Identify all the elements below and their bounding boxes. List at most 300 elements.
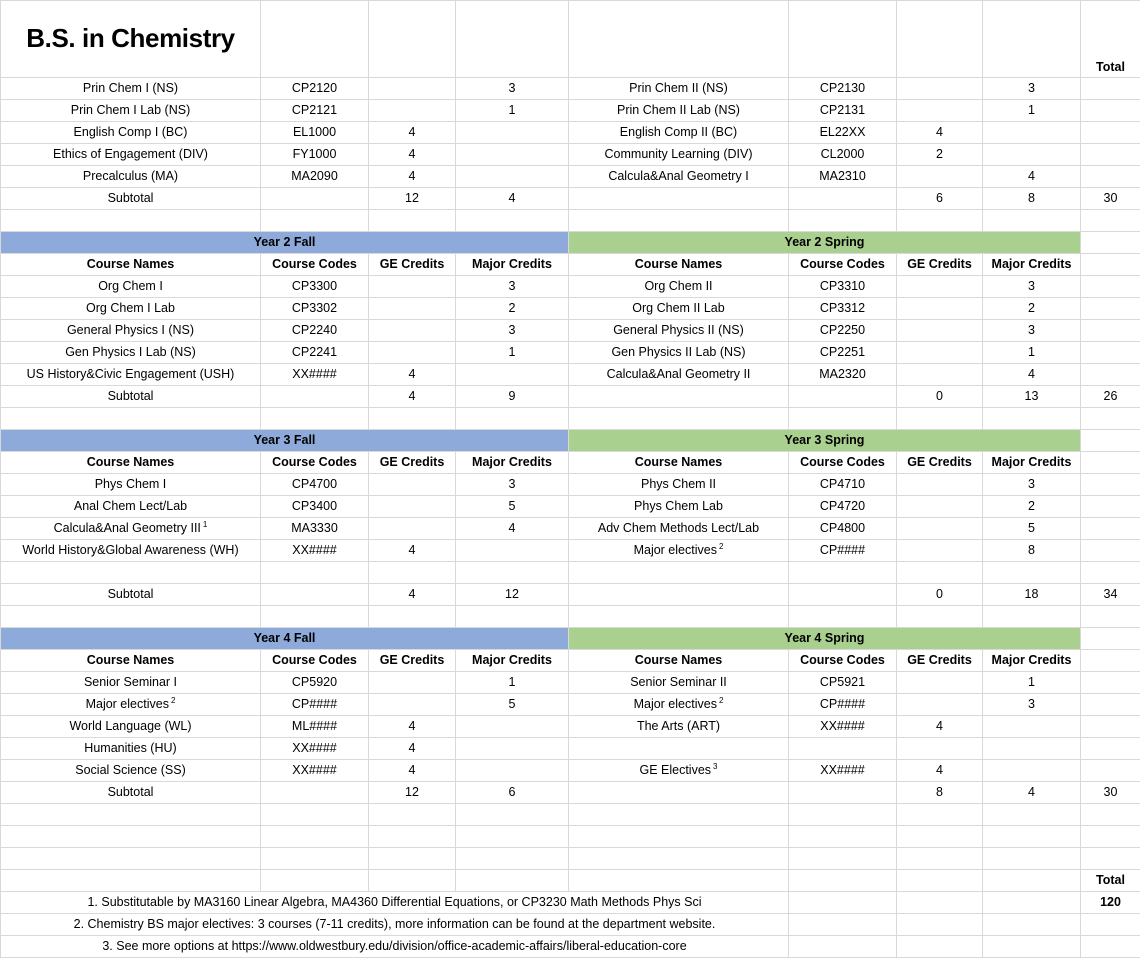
course-code: CP4700 xyxy=(261,474,369,496)
header-course-names-year4fall: Course Names xyxy=(1,650,261,672)
ge-credits: 4 xyxy=(369,364,456,386)
subtotal-major-credits: 4 xyxy=(983,782,1081,804)
empty-cell xyxy=(789,892,897,914)
empty-cell xyxy=(983,606,1081,628)
empty-cell xyxy=(1081,122,1140,144)
course-row xyxy=(1,364,1140,386)
subtotal-code-cell xyxy=(261,584,369,606)
course-name: Org Chem I Lab xyxy=(1,298,261,320)
empty-cell xyxy=(261,870,369,892)
course-name: Calcula&Anal Geometry III $^1$ xyxy=(1,518,261,540)
major-credits xyxy=(983,562,1081,584)
course-name: Prin Chem I (NS) xyxy=(1,78,261,100)
course-name: Gen Physics I Lab (NS) xyxy=(1,342,261,364)
major-credits: 3 xyxy=(983,320,1081,342)
spacer-row xyxy=(1,804,1140,826)
ge-credits xyxy=(369,78,456,100)
major-credits: 1 xyxy=(456,100,569,122)
major-credits xyxy=(983,122,1081,144)
major-credits xyxy=(456,144,569,166)
subtotal-ge-credits: 4 xyxy=(369,386,456,408)
course-name: Humanities (HU) xyxy=(1,738,261,760)
subtotal-ge-credits: 8 xyxy=(897,782,983,804)
empty-cell xyxy=(1081,452,1140,474)
empty-cell xyxy=(1081,166,1140,188)
empty-cell xyxy=(1081,144,1140,166)
term-name-year2fall: Year 2 Fall xyxy=(1,232,569,254)
empty-cell xyxy=(1081,914,1140,936)
header-major-credits-year2fall: Major Credits xyxy=(456,254,569,276)
empty-cell xyxy=(569,826,789,848)
subtotal-major-credits: 12 xyxy=(456,584,569,606)
header-course-codes-year4fall: Course Codes xyxy=(261,650,369,672)
empty-cell xyxy=(369,606,456,628)
major-credits: 3 xyxy=(983,78,1081,100)
subtotal-ge-credits: 4 xyxy=(369,584,456,606)
subtotal-major-credits: 6 xyxy=(456,782,569,804)
course-name: English Comp II (BC) xyxy=(569,122,789,144)
subtotal-ge-credits: 0 xyxy=(897,386,983,408)
ge-credits: 4 xyxy=(897,716,983,738)
header-course-codes-year2spring: Course Codes xyxy=(789,254,897,276)
ge-credits xyxy=(897,364,983,386)
empty-cell xyxy=(789,210,897,232)
ge-credits: 4 xyxy=(369,122,456,144)
course-code xyxy=(789,562,897,584)
year-total: 26 xyxy=(1081,386,1140,408)
major-credits: 1 xyxy=(983,100,1081,122)
ge-credits xyxy=(897,276,983,298)
course-code xyxy=(789,738,897,760)
spacer-row xyxy=(1,210,1140,232)
footnote-marker: 2 xyxy=(719,696,723,705)
empty-cell xyxy=(983,892,1081,914)
empty-cell xyxy=(897,210,983,232)
major-credits xyxy=(456,760,569,782)
ge-credits xyxy=(897,672,983,694)
empty-cell xyxy=(1081,716,1140,738)
course-name: World History&Global Awareness (WH) xyxy=(1,540,261,562)
course-name: Senior Seminar I xyxy=(1,672,261,694)
major-credits: 2 xyxy=(983,496,1081,518)
header-major-credits-year3spring: Major Credits xyxy=(983,452,1081,474)
subtotal-code-cell xyxy=(789,782,897,804)
term-header-row xyxy=(1,232,1140,254)
empty-cell xyxy=(1081,518,1140,540)
course-name xyxy=(569,562,789,584)
course-code: CP3302 xyxy=(261,298,369,320)
course-name: Ethics of Engagement (DIV) xyxy=(1,144,261,166)
empty-cell xyxy=(897,936,983,958)
header-major-credits-year4fall: Major Credits xyxy=(456,650,569,672)
empty-cell xyxy=(983,914,1081,936)
empty-cell xyxy=(897,914,983,936)
course-row xyxy=(1,760,1140,782)
empty-cell xyxy=(789,848,897,870)
ge-credits xyxy=(369,100,456,122)
course-name: Prin Chem II (NS) xyxy=(569,78,789,100)
empty-cell xyxy=(1081,672,1140,694)
header-course-codes-year2fall: Course Codes xyxy=(261,254,369,276)
major-credits: 4 xyxy=(983,166,1081,188)
course-name: Phys Chem Lab xyxy=(569,496,789,518)
empty-cell xyxy=(456,210,569,232)
subtotal-label: Subtotal xyxy=(1,584,261,606)
empty-cell xyxy=(983,826,1081,848)
empty-cell xyxy=(456,826,569,848)
term-name-year4spring: Year 4 Spring xyxy=(569,628,1081,650)
ge-credits xyxy=(897,342,983,364)
major-credits xyxy=(456,738,569,760)
major-credits: 3 xyxy=(983,474,1081,496)
spacer-row xyxy=(1,826,1140,848)
header-ge-credits-year3spring: GE Credits xyxy=(897,452,983,474)
empty-cell xyxy=(456,606,569,628)
course-row xyxy=(1,738,1140,760)
empty-cell xyxy=(261,804,369,826)
course-code: CP5921 xyxy=(789,672,897,694)
empty-cell xyxy=(789,408,897,430)
empty-cell xyxy=(1081,474,1140,496)
major-credits: 3 xyxy=(983,694,1081,716)
course-code: CL2000 xyxy=(789,144,897,166)
empty-cell xyxy=(983,848,1081,870)
empty-cell xyxy=(897,892,983,914)
course-code: EL1000 xyxy=(261,122,369,144)
course-code: XX#### xyxy=(261,760,369,782)
column-header-row xyxy=(1,254,1140,276)
ge-credits xyxy=(369,518,456,540)
course-code: XX#### xyxy=(261,364,369,386)
major-credits: 3 xyxy=(456,78,569,100)
empty-cell xyxy=(261,1,369,78)
footnote-row xyxy=(1,892,1140,914)
course-code: CP3310 xyxy=(789,276,897,298)
ge-credits: 2 xyxy=(897,144,983,166)
empty-cell xyxy=(456,408,569,430)
empty-cell xyxy=(1,408,261,430)
course-name: Prin Chem II Lab (NS) xyxy=(569,100,789,122)
empty-cell xyxy=(369,804,456,826)
major-credits xyxy=(983,738,1081,760)
course-code: CP2241 xyxy=(261,342,369,364)
footnote-marker: 3 xyxy=(713,762,717,771)
course-name: Prin Chem I Lab (NS) xyxy=(1,100,261,122)
course-name: Major electives $^2$ xyxy=(1,694,261,716)
footnote-marker: 2 xyxy=(171,696,175,705)
empty-cell xyxy=(1081,496,1140,518)
major-credits xyxy=(456,716,569,738)
course-code: FY1000 xyxy=(261,144,369,166)
empty-cell xyxy=(369,210,456,232)
major-credits xyxy=(456,540,569,562)
empty-cell xyxy=(569,848,789,870)
subtotal-major-credits: 8 xyxy=(983,188,1081,210)
empty-cell xyxy=(1081,100,1140,122)
footnote-text: 3. See more options at https://www.oldwestbury.edu/division/office-academic-affairs/liberal-education-core xyxy=(1,936,789,958)
course-name: US History&Civic Engagement (USH) xyxy=(1,364,261,386)
subtotal-code-cell xyxy=(261,188,369,210)
empty-cell xyxy=(1,848,261,870)
empty-cell xyxy=(1081,562,1140,584)
page-title: B.S. in Chemistry xyxy=(1,1,261,78)
major-credits xyxy=(456,166,569,188)
empty-cell xyxy=(983,870,1081,892)
course-code: CP3312 xyxy=(789,298,897,320)
subtotal-label xyxy=(569,188,789,210)
column-header-row xyxy=(1,650,1140,672)
spacer-row xyxy=(1,848,1140,870)
empty-cell xyxy=(369,826,456,848)
ge-credits xyxy=(897,474,983,496)
year-total: 34 xyxy=(1081,584,1140,606)
empty-cell xyxy=(897,606,983,628)
ge-credits xyxy=(897,540,983,562)
header-ge-credits-year2fall: GE Credits xyxy=(369,254,456,276)
major-credits: 2 xyxy=(983,298,1081,320)
course-code: CP2250 xyxy=(789,320,897,342)
subtotal-code-cell xyxy=(261,782,369,804)
course-code: CP3400 xyxy=(261,496,369,518)
empty-cell xyxy=(789,914,897,936)
course-row xyxy=(1,474,1140,496)
major-credits: 5 xyxy=(456,496,569,518)
course-code: XX#### xyxy=(261,540,369,562)
empty-cell xyxy=(1081,232,1140,254)
course-name: Adv Chem Methods Lect/Lab xyxy=(569,518,789,540)
major-credits xyxy=(456,122,569,144)
ge-credits xyxy=(897,518,983,540)
ge-credits xyxy=(897,694,983,716)
ge-credits: 4 xyxy=(369,166,456,188)
ge-credits xyxy=(897,298,983,320)
year-total: 30 xyxy=(1081,188,1140,210)
grand-total-value: 120 xyxy=(1081,892,1140,914)
major-credits: 2 xyxy=(456,298,569,320)
empty-cell xyxy=(369,848,456,870)
ge-credits: 4 xyxy=(369,144,456,166)
subtotal-row xyxy=(1,386,1140,408)
subtotal-code-cell xyxy=(789,386,897,408)
header-major-credits-year4spring: Major Credits xyxy=(983,650,1081,672)
grand-total-label: Total xyxy=(1081,870,1140,892)
course-row xyxy=(1,694,1140,716)
course-code: CP2131 xyxy=(789,100,897,122)
course-code: CP2120 xyxy=(261,78,369,100)
header-course-codes-year3fall: Course Codes xyxy=(261,452,369,474)
course-code xyxy=(261,562,369,584)
ge-credits xyxy=(369,276,456,298)
course-code: CP4720 xyxy=(789,496,897,518)
term-header-row xyxy=(1,628,1140,650)
empty-cell xyxy=(1,606,261,628)
course-name: Gen Physics II Lab (NS) xyxy=(569,342,789,364)
subtotal-major-credits: 18 xyxy=(983,584,1081,606)
empty-cell xyxy=(1081,364,1140,386)
term-header-row xyxy=(1,430,1140,452)
empty-cell xyxy=(1081,606,1140,628)
empty-cell xyxy=(1081,826,1140,848)
ge-credits xyxy=(897,166,983,188)
major-credits: 3 xyxy=(456,474,569,496)
header-major-credits-year3fall: Major Credits xyxy=(456,452,569,474)
ge-credits xyxy=(897,496,983,518)
course-name: Major electives $^2$ xyxy=(569,540,789,562)
empty-cell xyxy=(789,936,897,958)
footnote-row xyxy=(1,914,1140,936)
subtotal-ge-credits: 6 xyxy=(897,188,983,210)
ge-credits: 4 xyxy=(897,760,983,782)
term-name-year3fall: Year 3 Fall xyxy=(1,430,569,452)
course-row xyxy=(1,320,1140,342)
subtotal-code-cell xyxy=(789,188,897,210)
empty-cell xyxy=(369,408,456,430)
subtotal-label xyxy=(569,386,789,408)
subtotal-ge-credits: 12 xyxy=(369,188,456,210)
empty-cell xyxy=(1081,430,1140,452)
ge-credits xyxy=(897,738,983,760)
major-credits: 3 xyxy=(983,276,1081,298)
empty-cell xyxy=(983,804,1081,826)
empty-cell xyxy=(789,826,897,848)
empty-cell xyxy=(369,870,456,892)
header-major-credits-year2spring: Major Credits xyxy=(983,254,1081,276)
empty-cell xyxy=(569,870,789,892)
course-code: MA2090 xyxy=(261,166,369,188)
course-name: Calcula&Anal Geometry II xyxy=(569,364,789,386)
major-credits: 4 xyxy=(983,364,1081,386)
course-row xyxy=(1,716,1140,738)
empty-cell xyxy=(261,848,369,870)
course-code: XX#### xyxy=(261,738,369,760)
course-name: Org Chem II xyxy=(569,276,789,298)
empty-cell xyxy=(569,606,789,628)
course-row xyxy=(1,276,1140,298)
empty-cell xyxy=(1081,738,1140,760)
subtotal-label: Subtotal xyxy=(1,386,261,408)
empty-cell xyxy=(983,408,1081,430)
header-ge-credits-year3fall: GE Credits xyxy=(369,452,456,474)
empty-cell xyxy=(1081,804,1140,826)
header-course-codes-year4spring: Course Codes xyxy=(789,650,897,672)
total-column-header: Total xyxy=(1081,1,1140,78)
empty-cell xyxy=(1081,320,1140,342)
ge-credits xyxy=(369,474,456,496)
course-row xyxy=(1,144,1140,166)
empty-cell xyxy=(1,804,261,826)
empty-cell xyxy=(1081,650,1140,672)
ge-credits xyxy=(369,320,456,342)
empty-cell xyxy=(569,804,789,826)
ge-credits: 4 xyxy=(369,738,456,760)
course-code: CP4710 xyxy=(789,474,897,496)
empty-cell xyxy=(1081,540,1140,562)
ge-credits: 4 xyxy=(369,716,456,738)
empty-cell xyxy=(1081,276,1140,298)
empty-cell xyxy=(1081,254,1140,276)
subtotal-code-cell xyxy=(261,386,369,408)
ge-credits xyxy=(897,320,983,342)
ge-credits: 4 xyxy=(897,122,983,144)
major-credits xyxy=(456,364,569,386)
footnote-text: 2. Chemistry BS major electives: 3 courses (7-11 credits), more information can be found at the department website. xyxy=(1,914,789,936)
course-name: Senior Seminar II xyxy=(569,672,789,694)
course-code: EL22XX xyxy=(789,122,897,144)
footnote-text: 1. Substitutable by MA3160 Linear Algebra, MA4360 Differential Equations, or CP3230 Math Methods Phys Sci xyxy=(1,892,789,914)
header-ge-credits-year4spring: GE Credits xyxy=(897,650,983,672)
course-code: CP#### xyxy=(789,694,897,716)
course-name: Social Science (SS) xyxy=(1,760,261,782)
ge-credits xyxy=(897,78,983,100)
course-code: ML#### xyxy=(261,716,369,738)
empty-cell xyxy=(983,210,1081,232)
course-code: CP2130 xyxy=(789,78,897,100)
major-credits xyxy=(983,144,1081,166)
course-name: General Physics I (NS) xyxy=(1,320,261,342)
major-credits xyxy=(983,716,1081,738)
major-credits xyxy=(983,760,1081,782)
major-credits: 1 xyxy=(456,342,569,364)
empty-cell xyxy=(789,804,897,826)
header-course-names-year4spring: Course Names xyxy=(569,650,789,672)
ge-credits xyxy=(369,496,456,518)
course-name: Phys Chem I xyxy=(1,474,261,496)
course-name: General Physics II (NS) xyxy=(569,320,789,342)
major-credits: 1 xyxy=(983,672,1081,694)
course-name: Community Learning (DIV) xyxy=(569,144,789,166)
major-credits: 3 xyxy=(456,320,569,342)
ge-credits xyxy=(897,100,983,122)
course-row xyxy=(1,562,1140,584)
empty-cell xyxy=(456,804,569,826)
major-credits: 5 xyxy=(983,518,1081,540)
column-header-row xyxy=(1,452,1140,474)
course-row xyxy=(1,100,1140,122)
empty-cell xyxy=(789,870,897,892)
course-code: CP#### xyxy=(789,540,897,562)
course-name: Anal Chem Lect/Lab xyxy=(1,496,261,518)
course-row xyxy=(1,122,1140,144)
empty-cell xyxy=(1,826,261,848)
subtotal-major-credits: 9 xyxy=(456,386,569,408)
course-code: CP2121 xyxy=(261,100,369,122)
course-code: MA3330 xyxy=(261,518,369,540)
ge-credits xyxy=(369,694,456,716)
subtotal-ge-credits: 12 xyxy=(369,782,456,804)
course-code: MA2320 xyxy=(789,364,897,386)
header-course-names-year3fall: Course Names xyxy=(1,452,261,474)
grand-total-label-row xyxy=(1,870,1140,892)
course-row xyxy=(1,298,1140,320)
course-row xyxy=(1,166,1140,188)
empty-cell xyxy=(569,408,789,430)
empty-cell xyxy=(1,870,261,892)
year-total: 30 xyxy=(1081,782,1140,804)
empty-cell xyxy=(1081,694,1140,716)
major-credits: 8 xyxy=(983,540,1081,562)
empty-cell xyxy=(456,870,569,892)
ge-credits xyxy=(369,298,456,320)
footnote-marker: 1 xyxy=(203,520,207,529)
empty-cell xyxy=(789,606,897,628)
ge-credits: 4 xyxy=(369,540,456,562)
empty-cell xyxy=(1081,628,1140,650)
empty-cell xyxy=(369,1,456,78)
major-credits: 1 xyxy=(983,342,1081,364)
empty-cell xyxy=(261,606,369,628)
header-ge-credits-year4fall: GE Credits xyxy=(369,650,456,672)
course-row xyxy=(1,540,1140,562)
